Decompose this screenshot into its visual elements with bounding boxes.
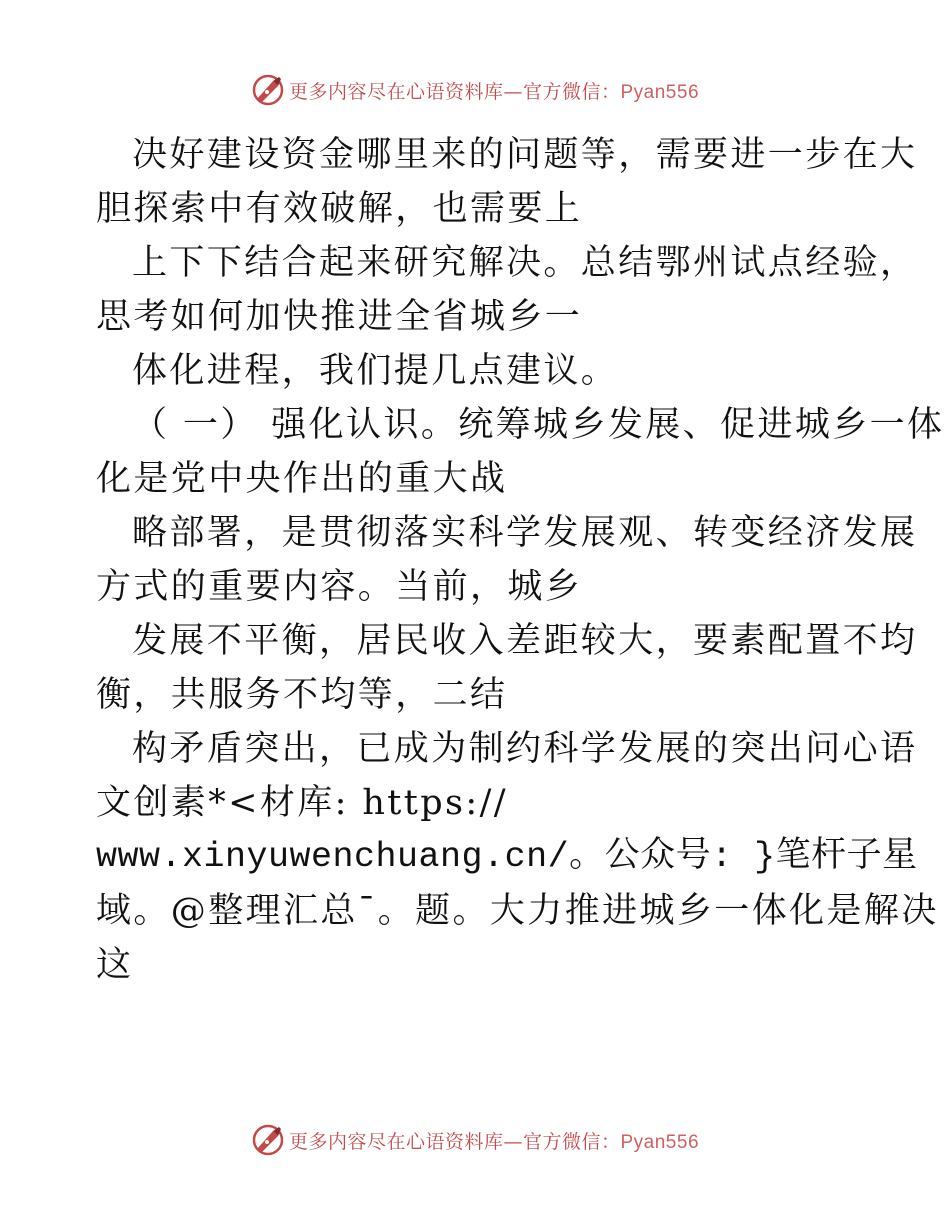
header-banner-sep: — (503, 80, 523, 103)
header-banner-handle: Pyan556 (620, 81, 700, 103)
header-banner-main: 更多内容尽在心语资料库 (288, 80, 504, 103)
body-line: （ 一） 强化认识。统筹城乡发展、促进城乡一体 (132, 405, 945, 445)
body-line: 衡，共服务不均等，二结 (96, 675, 508, 715)
body-line: 体化进程，我们提几点建议。 (132, 351, 619, 391)
footer-banner-text (289, 1127, 699, 1154)
footer-banner-label: 官方微信： (522, 1130, 621, 1153)
body-line: 域。@整理汇总¯。题。大力推进城乡一体化是解决 (96, 891, 939, 931)
body-line: 略部署，是贯彻落实科学发展观、转变经济发展 (132, 513, 918, 553)
body-line: 构矛盾突出，已成为制约科学发展的突出问心语 (132, 729, 918, 769)
body-line: 胆探索中有效破解，也需要上 (96, 189, 583, 229)
header-banner (0, 70, 950, 110)
footer-banner (0, 1120, 950, 1160)
pen-nib-logo-icon (251, 73, 285, 107)
body-line: 思考如何加快推进全省城乡一 (96, 297, 583, 337)
body-line: 这 (96, 945, 134, 985)
header-banner-label: 官方微信： (522, 80, 621, 103)
body-line: 化是党中央作出的重大战 (96, 459, 508, 499)
body-line: 上下下结合起来研究解决。总结鄂州试点经验， (132, 243, 918, 283)
footer-banner-main: 更多内容尽在心语资料库 (288, 1130, 504, 1153)
body-line: 文创素*<材库: https:// (96, 783, 508, 823)
body-line: 方式的重要内容。当前，城乡 (96, 567, 583, 607)
body-line: 发展不平衡，居民收入差距较大，要素配置不均 (132, 621, 918, 661)
footer-banner-sep: — (503, 1130, 523, 1153)
header-banner-text (289, 77, 699, 104)
document-body (96, 128, 945, 992)
footer-banner-handle: Pyan556 (620, 1131, 700, 1153)
body-line: 决好建设资金哪里来的问题等，需要进一步在大 (132, 135, 918, 175)
body-line-url: www.xinyuwenchuang.cn/。公众号: }笔杆子星 (96, 837, 918, 877)
pen-nib-logo-icon (251, 1123, 285, 1157)
